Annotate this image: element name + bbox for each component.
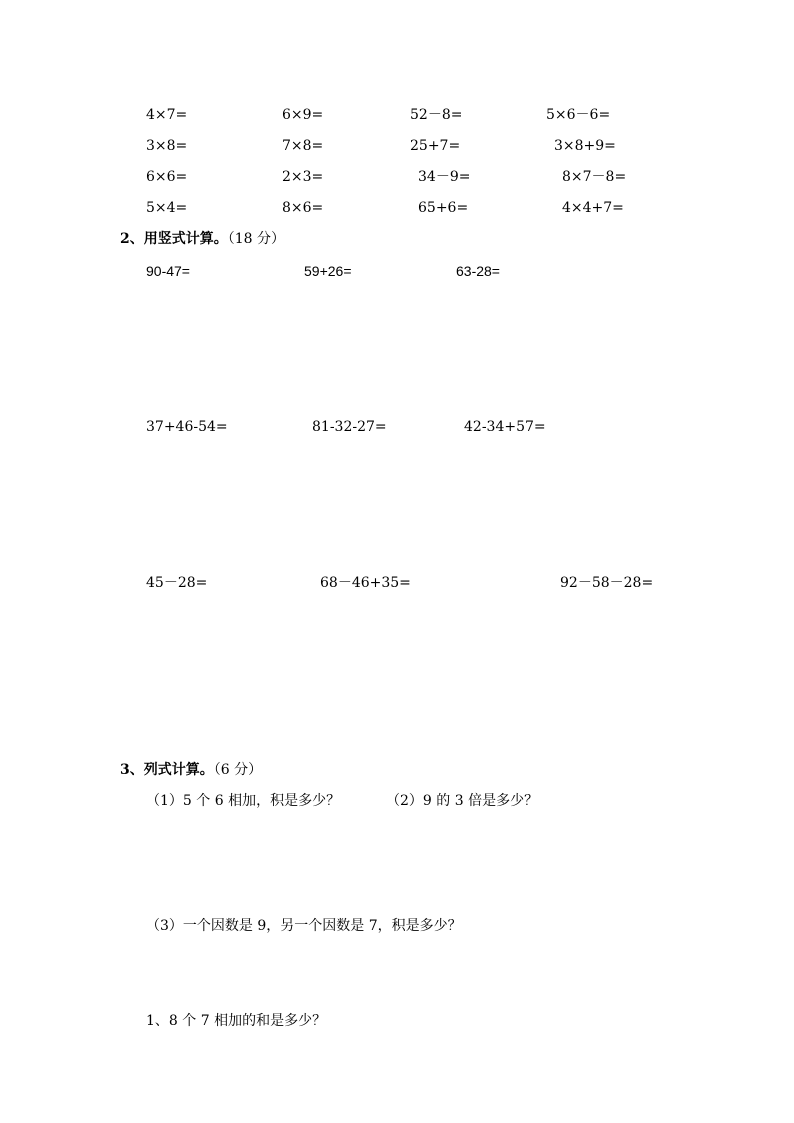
calc-item: 42-34+57= bbox=[464, 419, 546, 435]
section3-heading bbox=[120, 761, 262, 779]
section3-points: （6 分） bbox=[213, 762, 263, 778]
math-item: 25+7= bbox=[410, 138, 461, 154]
extra-question: 1、8 个 7 相加的和是多少？ bbox=[146, 1013, 327, 1029]
calc-item: 90-47= bbox=[146, 263, 190, 279]
section2-points: （18 分） bbox=[227, 231, 286, 247]
math-item: 3×8= bbox=[146, 138, 188, 154]
math-item: 5×4= bbox=[146, 200, 188, 216]
section3-title: 3、列式计算。 bbox=[120, 762, 214, 778]
calc-item: 45－28= bbox=[146, 575, 208, 591]
math-item: 8×6= bbox=[282, 200, 324, 216]
math-item: 3×8+9= bbox=[554, 138, 616, 154]
calc-item: 68－46+35= bbox=[320, 575, 411, 591]
math-item: 4×7= bbox=[146, 107, 188, 123]
math-item: 7×8= bbox=[282, 138, 324, 154]
math-item: 2×3= bbox=[282, 169, 324, 185]
math-item: 4×4+7= bbox=[562, 200, 624, 216]
calc-item: 92－58－28= bbox=[560, 575, 654, 591]
math-item: 34－9= bbox=[418, 169, 471, 185]
calc-item: 81-32-27= bbox=[312, 419, 387, 435]
math-item: 6×9= bbox=[282, 107, 324, 123]
question-3: （3）一个因数是 9，另一个因数是 7，积是多少？ bbox=[146, 918, 462, 934]
math-item: 6×6= bbox=[146, 169, 188, 185]
calc-item: 59+26= bbox=[304, 263, 352, 279]
math-item: 65+6= bbox=[418, 200, 469, 216]
math-item: 8×7－8= bbox=[562, 169, 627, 185]
question-1: （1）5 个 6 相加，积是多少？ bbox=[146, 793, 341, 809]
math-item: 52－8= bbox=[410, 107, 463, 123]
calc-item: 37+46-54= bbox=[146, 419, 228, 435]
calc-item: 63-28= bbox=[456, 263, 500, 279]
math-item: 5×6－6= bbox=[546, 107, 611, 123]
section2-heading bbox=[120, 230, 285, 248]
section2-title: 2、用竖式计算。 bbox=[120, 231, 228, 247]
question-2: （2）9 的 3 倍是多少？ bbox=[386, 793, 539, 809]
